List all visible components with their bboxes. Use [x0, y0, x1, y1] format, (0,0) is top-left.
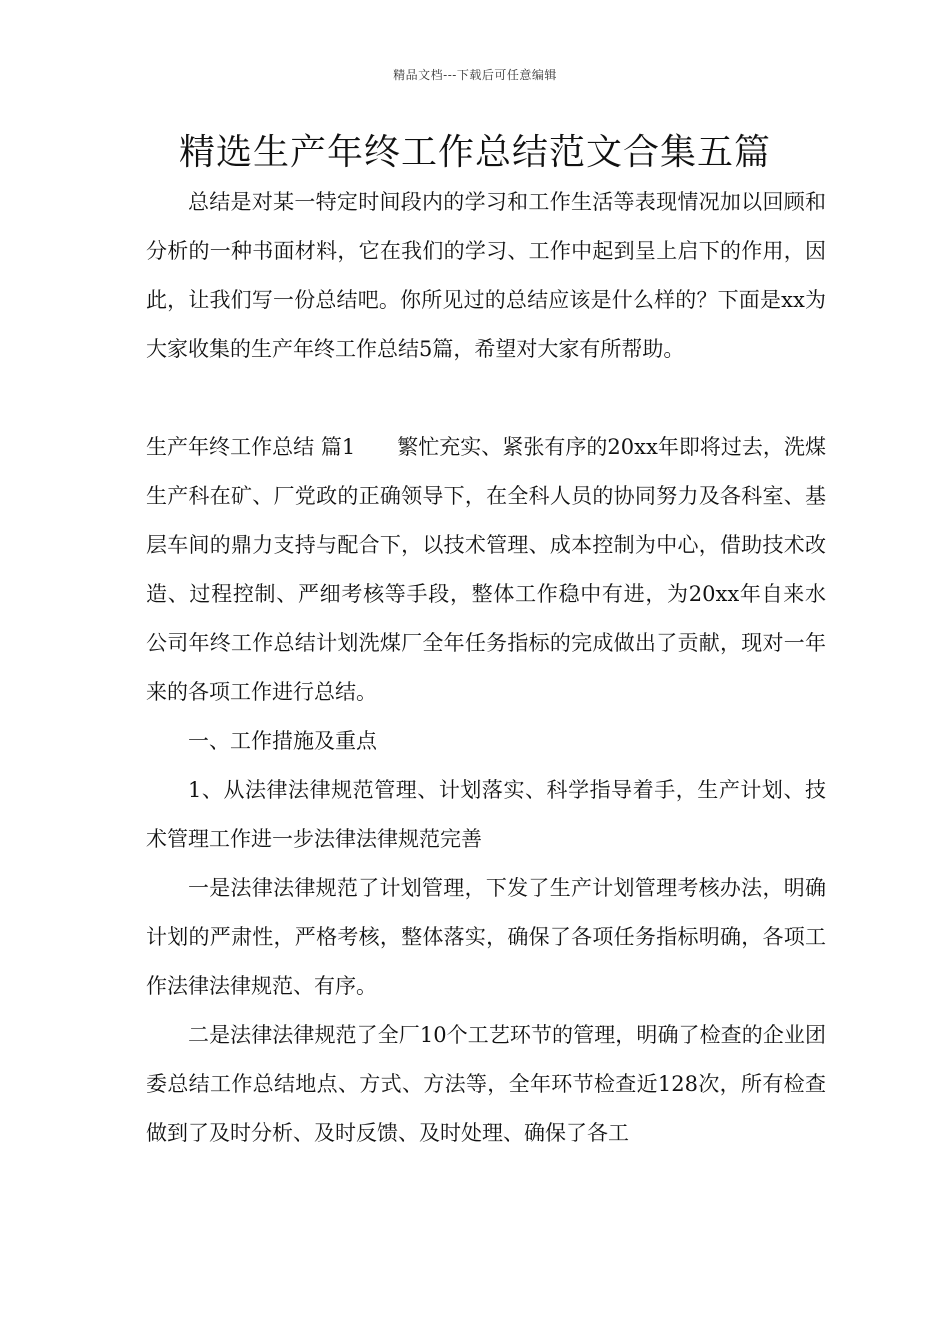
document-title: 精选生产年终工作总结范文合集五篇	[178, 132, 771, 173]
section-1-paragraph	[146, 423, 826, 717]
paragraph-gap	[146, 374, 826, 423]
intro-paragraph: 总结是对某一特定时间段内的学习和工作生活等表现情况加以回顾和分析的一种书面材料，它在我们的学习、工作中起到呈上启下的作用，因此，让我们写一份总结吧。你所见过的总结应该是什么样的？下面是xx为大家收集的生产年终工作总结5篇，希望对大家有所帮助。	[146, 190, 826, 361]
paragraph-process-management: 二是法律法律规范了全厂10个工艺环节的管理，明确了检查的企业团委总结工作总结地点、方式、方法等，全年环节检查近128次，所有检查做到了及时分析、及时反馈、及时处理、确保了各工	[146, 1023, 826, 1145]
document-body	[146, 178, 826, 1158]
item-1-paragraph: 1、从法律法律规范管理、计划落实、科学指导着手，生产计划、技术管理工作进一步法律法律规范完善	[146, 778, 826, 851]
section-1-text: 繁忙充实、紧张有序的20xx年即将过去，洗煤生产科在矿、厂党政的正确领导下，在全科人员的协同努力及各科室、基层车间的鼎力支持与配合下，以技术管理、成本控制为中心，借助技术改造、过程控制、严细考核等手段，整体工作稳中有进，为20xx年自来水公司年终工作总结计划洗煤厂全年任务指标的完成做出了贡献，现对一年来的各项工作进行总结。	[146, 435, 826, 704]
page-header: 精品文档---下载后可任意编辑	[393, 68, 557, 82]
paragraph-plan-management: 一是法律法律规范了计划管理，下发了生产计划管理考核办法，明确计划的严肃性，严格考核，整体落实，确保了各项任务指标明确，各项工作法律法律规范、有序。	[146, 876, 826, 998]
heading-work-measures: 一、工作措施及重点	[188, 729, 377, 753]
section-1-label: 生产年终工作总结 篇1	[146, 435, 356, 459]
